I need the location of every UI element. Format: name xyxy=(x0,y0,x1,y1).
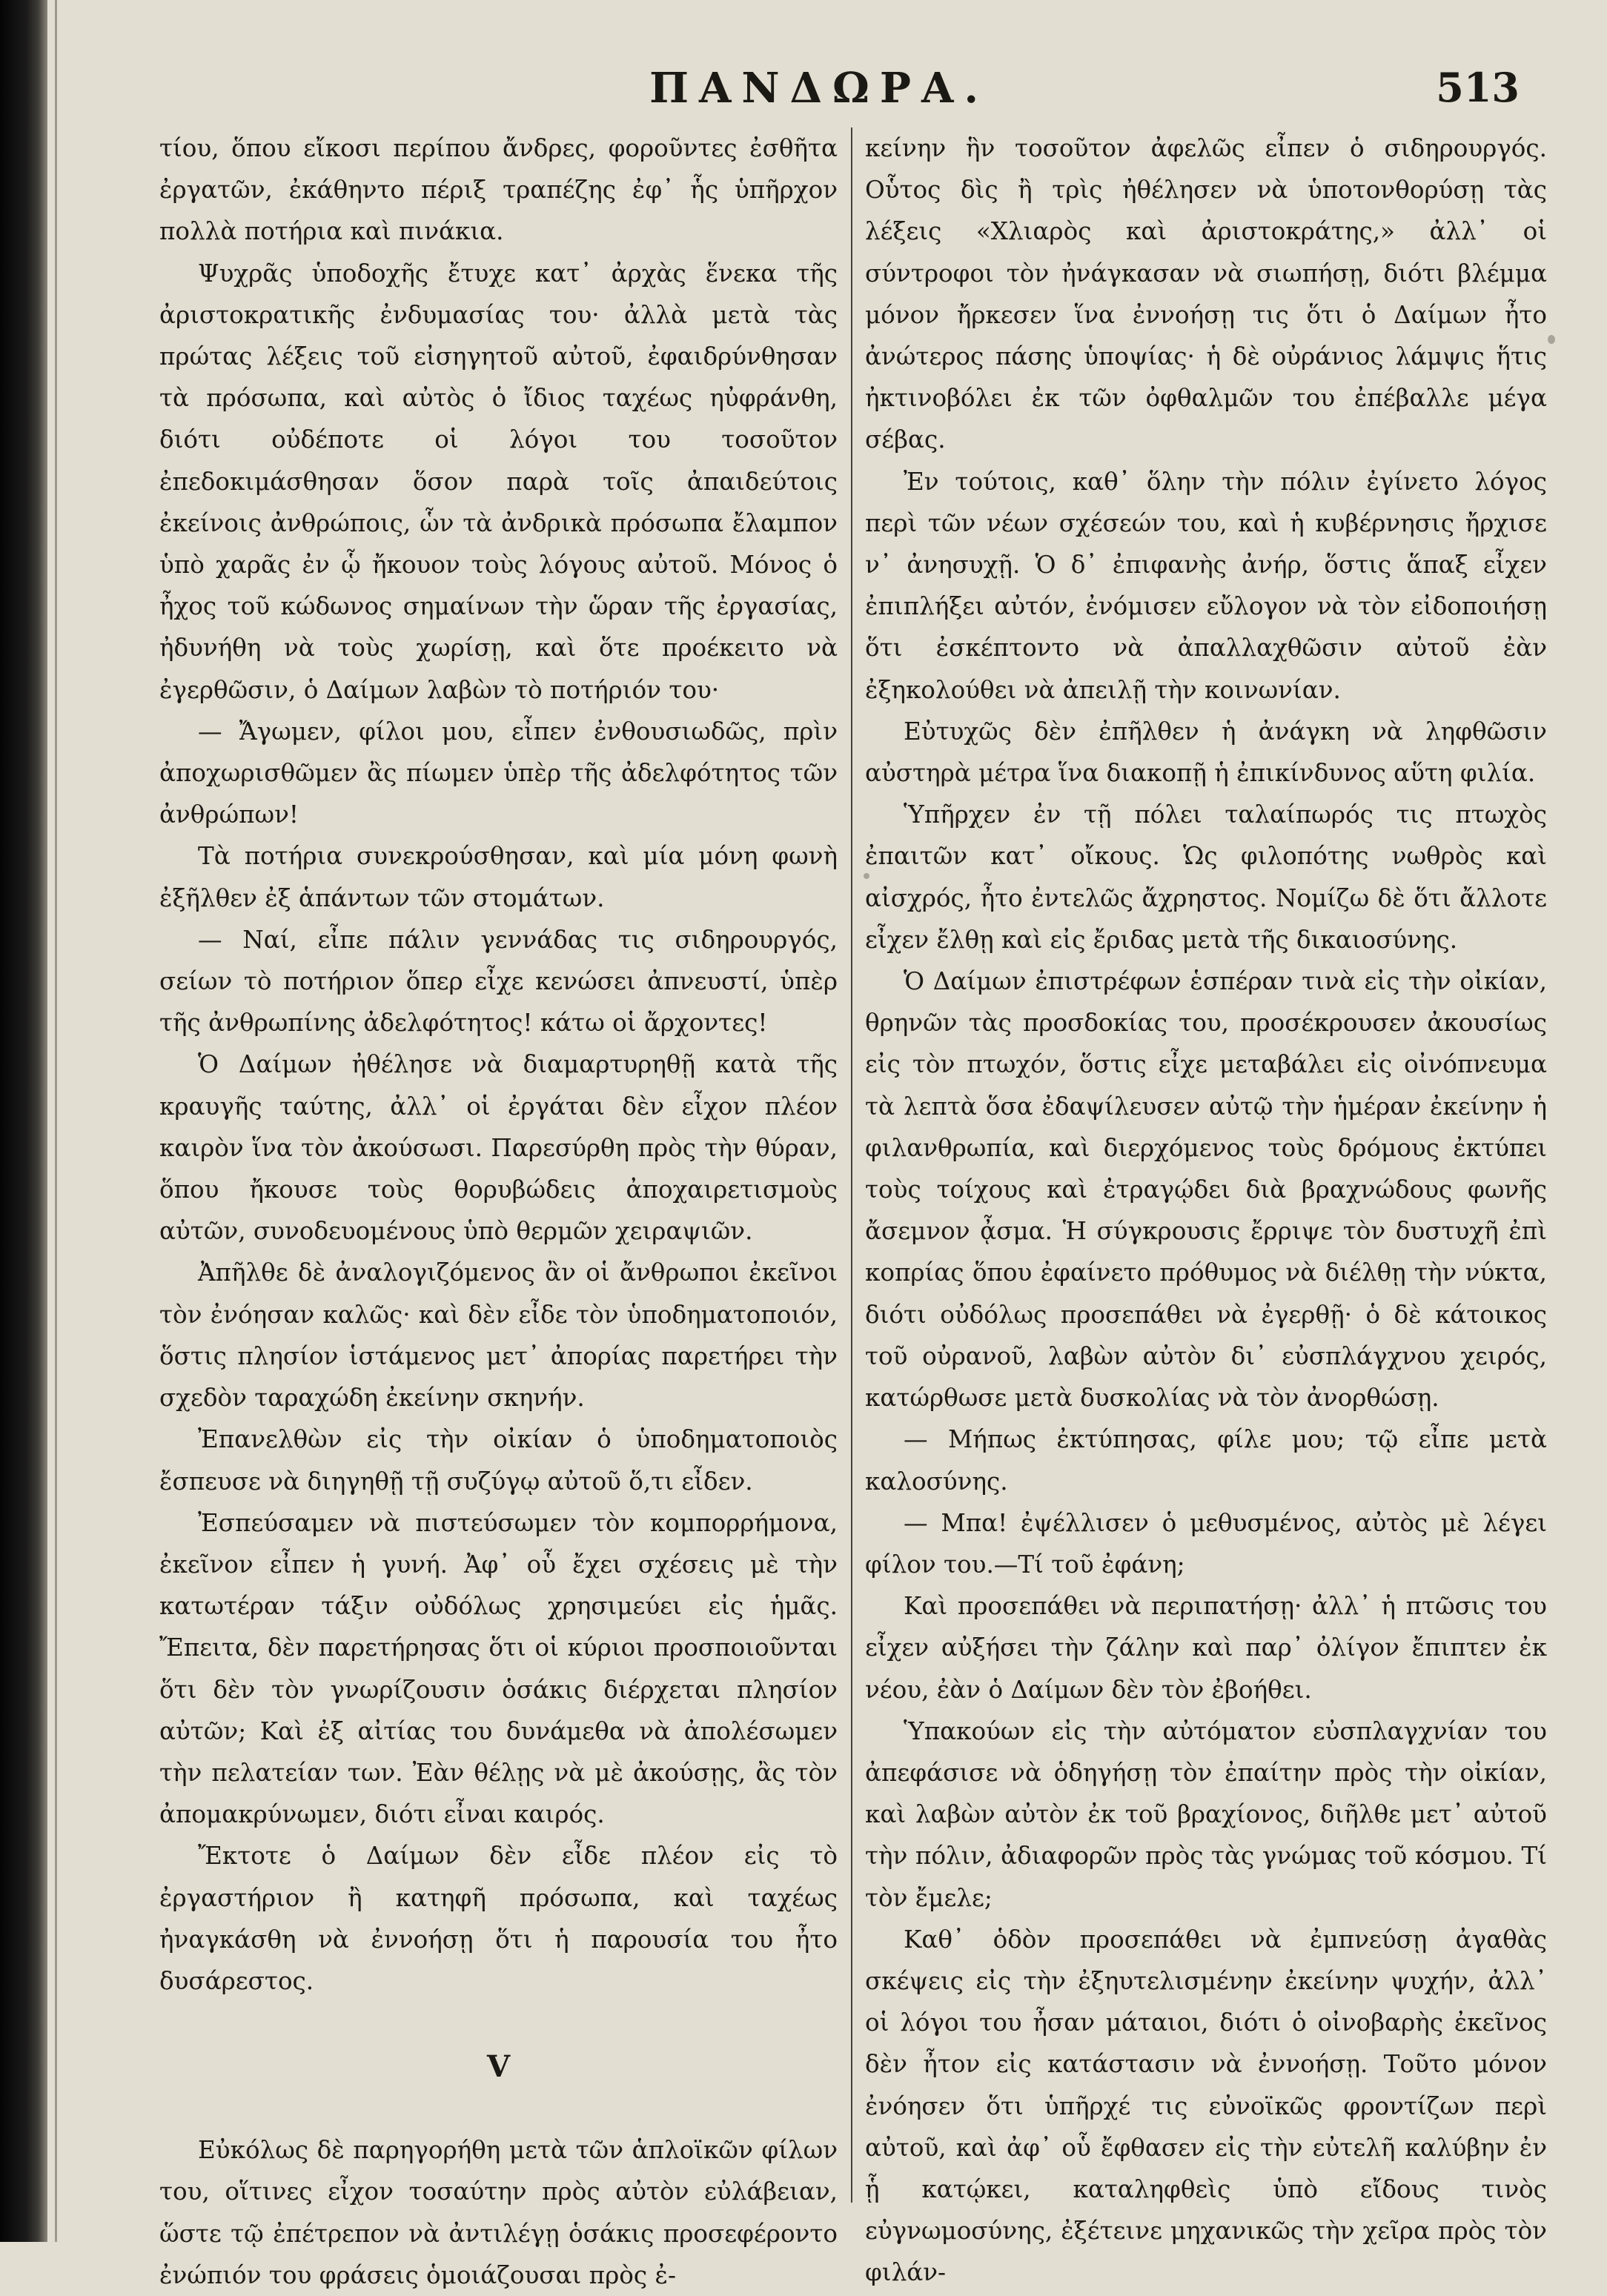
right-column xyxy=(865,127,1547,2287)
book-binding-shadow xyxy=(0,0,47,2242)
paragraph: Ἐν τούτοις, καθ᾽ ὅλην τὴν πόλιν ἐγίνετο λόγος περὶ τῶν νέων σχέσεών του, καὶ ἡ κυβέρνησις ἤρχισε ν᾽ ἀνησυχῇ. Ὁ δ᾽ ἐπιφανὴς ἀνήρ, ὅστις ἅπαξ εἶχεν ἐπιπλήξει αὐτόν, ἐνόμισεν εὔλογον νὰ τὸν εἰδοποιήσῃ ὅτι ἐσκέπτοντο νὰ ἀπαλλαχθῶσιν αὐτοῦ ἐὰν ἐξηκολούθει νὰ ἀπειλῇ τὴν κοινωνίαν. xyxy=(865,467,1547,704)
paragraph: Εὐκόλως δὲ παρηγορήθη μετὰ τῶν ἁπλοϊκῶν φίλων του, οἵτινες εἶχον τοσαύτην πρὸς αὐτὸν εὐλάβειαν, ὥστε τῷ ἐπέτρεπον νὰ ἀντιλέγῃ ὁσάκις προσεφέροντο ἐνώπιόν του φράσεις ὁμοιάζουσαι πρὸς ἐ- xyxy=(159,2136,838,2289)
paragraph: τίου, ὅπου εἴκοσι περίπου ἄνδρες, φοροῦντες ἐσθῆτα ἐργατῶν, ἐκάθηντο πέριξ τραπέζης ἐφ᾽ ἧς ὑπῆρχον πολλὰ ποτήρια καὶ πινάκια. xyxy=(159,134,838,246)
left-column xyxy=(159,127,838,2289)
paragraph: Ἐσπεύσαμεν νὰ πιστεύσωμεν τὸν κομπορρήμονα, ἐκεῖνον εἶπεν ἡ γυνή. Ἀφ᾽ οὗ ἔχει σχέσεις μὲ τὴν κατωτέραν τάξιν οὐδόλως χρησιμεύει εἰς ἡμᾶς. Ἔπειτα, δὲν παρετήρησας ὅτι οἱ κύριοι προσποιοῦνται ὅτι δὲν τὸν γνωρίζουσιν ὁσάκις διέρχεται πλησίον αὐτῶν; Καὶ ἐξ αἰτίας του δυνάμεθα νὰ ἀπολέσωμεν τὴν πελατείαν των. Ἐὰν θέλῃς νὰ μὲ ἀκούσῃς, ἂς τὸν ἀπομακρύνωμεν, διότι εἶναι καιρός. xyxy=(159,1508,838,1829)
paragraph: Ὁ Δαίμων ἠθέλησε νὰ διαμαρτυρηθῇ κατὰ τῆς κραυγῆς ταύτης, ἀλλ᾽ οἱ ἐργάται δὲν εἶχον πλέον καιρὸν ἵνα τὸν ἀκούσωσι. Παρεσύρθη πρὸς τὴν θύραν, ὅπου ἤκουσε τοὺς θορυβώδεις ἀποχαιρετισμοὺς αὐτῶν, συνοδευομένους ὑπὸ θερμῶν χειραψιῶν. xyxy=(159,1050,838,1246)
column-divider xyxy=(851,127,852,2203)
paper-speck xyxy=(864,873,869,879)
paragraph: Ὑπῆρχεν ἐν τῇ πόλει ταλαίπωρός τις πτωχὸς ἐπαιτῶν κατ᾽ οἴκους. Ὡς φιλοπότης νωθρὸς καὶ αἰσχρός, ἦτο ἐντελῶς ἄχρηστος. Νομίζω δὲ ὅτι ἄλλοτε εἶχεν ἔλθῃ καὶ εἰς ἔριδας μετὰ τῆς δικαιοσύνης. xyxy=(865,800,1547,954)
paragraph: Ὑπακούων εἰς τὴν αὐτόματον εὐσπλαγχνίαν του ἀπεφάσισε νὰ ὁδηγήσῃ τὸν ἐπαίτην πρὸς τὴν οἰκίαν, καὶ λαβὼν αὐτὸν ἐκ τοῦ βραχίονος, διῆλθε μετ᾽ αὐτοῦ τὴν πόλιν, ἀδιαφορῶν πρὸς τὰς γνώμας τοῦ κόσμου. Τί τὸν ἔμελε; xyxy=(865,1716,1547,1912)
paper-speck xyxy=(1548,335,1555,344)
paragraph: Ἐπανελθὼν εἰς τὴν οἰκίαν ὁ ὑποδηματοποιὸς ἔσπευσε νὰ διηγηθῇ τῇ συζύγῳ αὐτοῦ ὅ,τι εἶδεν. xyxy=(159,1425,838,1496)
paragraph: — Μήπως ἐκτύπησας, φίλε μου; τῷ εἶπε μετὰ καλοσύνης. xyxy=(865,1425,1547,1496)
page-header xyxy=(119,59,1520,126)
paragraph: Τὰ ποτήρια συνεκρούσθησαν, καὶ μία μόνη φωνὴ ἐξῆλθεν ἐξ ἁπάντων τῶν στομάτων. xyxy=(159,842,838,912)
paragraph: Ἔκτοτε ὁ Δαίμων δὲν εἶδε πλέον εἰς τὸ ἐργαστήριον ἢ κατηφῆ πρόσωπα, καὶ ταχέως ἠναγκάσθη νὰ ἐννοήσῃ ὅτι ἡ παρουσία του ἦτο δυσάρεστος. xyxy=(159,1842,838,1995)
paragraph: Ἀπῆλθε δὲ ἀναλογιζόμενος ἂν οἱ ἄνθρωποι ἐκεῖνοι τὸν ἐνόησαν καλῶς· καὶ δὲν εἶδε τὸν ὑποδηματοποιόν, ὅστις πλησίον ἱστάμενος μετ᾽ ἀπορίας παρετήρει τὴν σχεδὸν ταραχώδη ἐκείνην σκηνήν. xyxy=(159,1258,838,1413)
paragraph: Καθ᾽ ὁδὸν προσεπάθει νὰ ἐμπνεύσῃ ἀγαθὰς σκέψεις εἰς τὴν ἐξηυτελισμένην ἐκείνην ψυχήν, ἀλλ᾽ οἱ λόγοι του ἦσαν μάταιοι, διότι ὁ οἰνοβαρὴς ἐκεῖνος δὲν ἦτον εἰς κατάστασιν νὰ ἐννοήσῃ. Τοῦτο μόνον ἐνόησεν ὅτι ὑπῆρχέ τις εὐνοϊκῶς φροντίζων περὶ αὐτοῦ, καὶ ἀφ᾽ οὗ ἔφθασεν εἰς τὴν εὐτελῆ καλύβην ἐν ᾗ κατῴκει, καταληφθεὶς ὑπὸ εἴδους τινὸς εὐγνωμοσύνης, ἐξέτεινε μηχανικῶς τὴν χεῖρα πρὸς τὸν φιλάν- xyxy=(865,1925,1547,2287)
paragraph: Ψυχρᾶς ὑποδοχῆς ἔτυχε κατ᾽ ἀρχὰς ἕνεκα τῆς ἀριστοκρατικῆς ἐνδυμασίας του· ἀλλὰ μετὰ τὰς πρώτας λέξεις τοῦ εἰσηγητοῦ αὐτοῦ, ἐφαιδρύνθησαν τὰ πρόσωπα, καὶ αὐτὸς ὁ ἴδιος ταχέως ηὐφράνθη, διότι οὐδέποτε οἱ λόγοι του τοσοῦτον ἐπεδοκιμάσθησαν ὅσον παρὰ τοῖς ἀπαιδεύτοις ἐκείνοις ἀνθρώποις, ὧν τὰ ἀνδρικὰ πρόσωπα ἔλαμπον ὑπὸ χαρᾶς ἐν ᾧ ἤκουον τοὺς λόγους αὐτοῦ. Μόνος ὁ ἦχος τοῦ κώδωνος σημαίνων τὴν ὥραν τῆς ἐργασίας, ἠδυνήθη νὰ τοὺς χωρίσῃ, καὶ ὅτε προέκειτο νὰ ἐγερθῶσιν, ὁ Δαίμων λαβὼν τὸ ποτήριόν του· xyxy=(159,259,838,704)
paragraph: κείνην ἣν τοσοῦτον ἀφελῶς εἶπεν ὁ σιδηρουργός. Οὗτος δὶς ἢ τρὶς ἠθέλησεν νὰ ὑποτονθορύσῃ τὰς λέξεις «Χλιαρὸς καὶ ἀριστοκράτης,» ἀλλ᾽ οἱ σύντροφοι τὸν ἠνάγκασαν νὰ σιωπήσῃ, διότι βλέμμα μόνον ἤρκεσεν ἵνα ἐννοήσῃ τις ὅτι ὁ Δαίμων ἦτο ἀνώτερος πάσης ὑποψίας· ἡ δὲ οὐράνιος λάμψις ἥτις ἠκτινοβόλει ἐκ τῶν ὀφθαλμῶν του ἐπέβαλλε μέγα σέβας. xyxy=(865,134,1547,454)
paragraph: — Μπα! ἐψέλλισεν ὁ μεθυσμένος, αὐτὸς μὲ λέγει φίλον του.—Τί τοῦ ἐφάνη; xyxy=(865,1508,1547,1579)
section-number: V xyxy=(486,2049,511,2085)
paragraph: Καὶ προσεπάθει νὰ περιπατήσῃ· ἀλλ᾽ ἡ πτῶσις του εἶχεν αὐξήσει τὴν ζάλην καὶ παρ᾽ ὀλίγον ἔπιπτεν ἐκ νέου, ἐὰν ὁ Δαίμων δὲν τὸν ἐβοήθει. xyxy=(865,1592,1547,1704)
paragraph: Εὐτυχῶς δὲν ἐπῆλθεν ἡ ἀνάγκη νὰ ληφθῶσιν αὐστηρὰ μέτρα ἵνα διακοπῇ ἡ ἐπικίνδυνος αὕτη φιλία. xyxy=(865,717,1547,788)
page-gutter-line xyxy=(55,0,57,2242)
paragraph: — Ἄγωμεν, φίλοι μου, εἶπεν ἐνθουσιωδῶς, πρὶν ἀποχωρισθῶμεν ἂς πίωμεν ὑπὲρ τῆς ἀδελφότητος τῶν ἀνθρώπων! xyxy=(159,717,838,829)
paragraph: Ὁ Δαίμων ἐπιστρέφων ἑσπέραν τινὰ εἰς τὴν οἰκίαν, θρηνῶν τὰς προσδοκίας του, προσέκρουσεν ἀκουσίως εἰς τὸν πτωχόν, ὅστις εἶχε μεταβάλει εἰς οἰνόπνευμα τὰ λεπτὰ ὅσα ἐδαψίλευσεν αὐτῷ τὴν ἡμέραν ἐκείνην ἡ φιλανθρωπία, καὶ διερχόμενος τοὺς δρόμους ἐκτύπει τοὺς τοίχους καὶ ἐτραγῴδει διὰ βραχνώδους φωνῆς ἄσεμνον ᾆσμα. Ἡ σύγκρουσις ἔρριψε τὸν δυστυχῆ ἐπὶ κοπρίας ὅπου ἐφαίνετο πρόθυμος νὰ διέλθῃ τὴν νύκτα, διότι οὐδόλως προσεπάθει νὰ ἐγερθῇ· ὁ δὲ κάτοικος τοῦ οὐρανοῦ, λαβὼν αὐτὸν δι᾽ εὐσπλάγχνου χειρός, κατώρθωσε μετὰ δυσκολίας νὰ τὸν ἀνορθώσῃ. xyxy=(865,967,1547,1413)
paragraph: — Ναί, εἶπε πάλιν γεννάδας τις σιδηρουργός, σείων τὸ ποτήριον ὅπερ εἶχε κενώσει ἀπνευστί, ὑπὲρ τῆς ἀνθρωπίνης ἀδελφότητος! κάτω οἱ ἄρχοντες! xyxy=(159,925,838,1038)
page-number: 513 xyxy=(1436,64,1520,111)
running-title: ΠΑΝΔΩΡΑ. xyxy=(649,64,989,113)
